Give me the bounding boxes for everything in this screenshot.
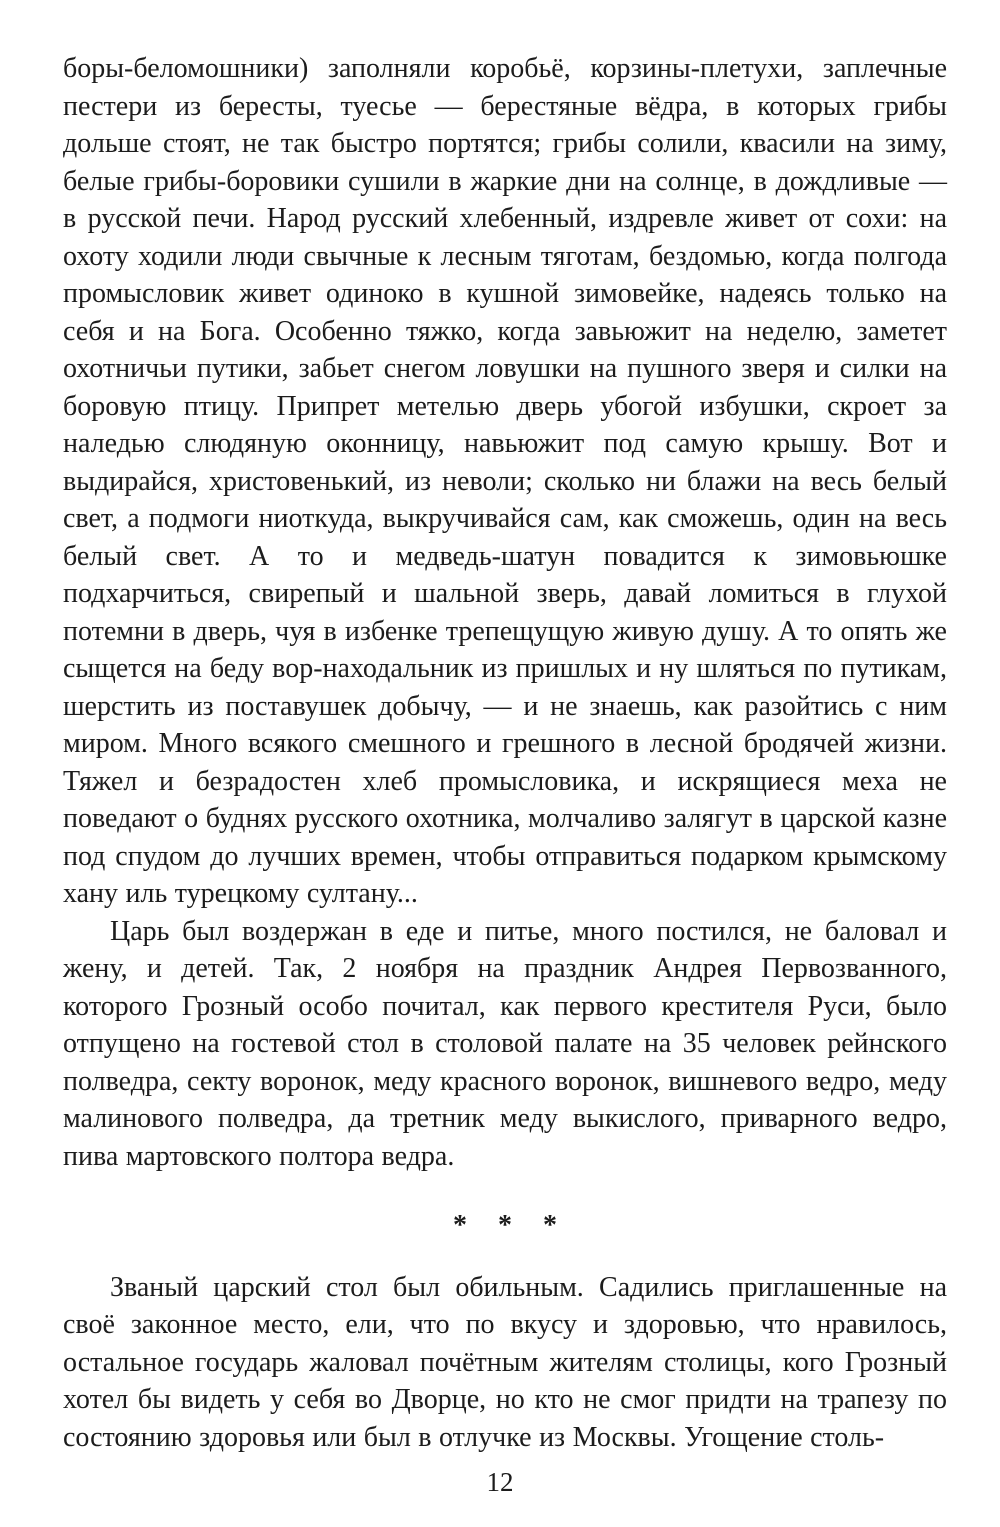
paragraph: Званый царский стол был обильным. Садились приглашенные на своё законное место, ели, что по вкусу и здоровью, что нравилось, остальное государь жаловал почётным жителям столицы, кого Грозный хотел бы видеть у себя во Дворце, но кто не смог придти на трапезу по состоянию здоровья или был в отлучке из Москвы. Угощение столь- <box>63 1271 947 1453</box>
paragraph: Царь был воздержан в еде и питье, много постился, не баловал и жену, и детей. Так, 2 ноября на праздник Андрея Первозванного, которого Грозный особо почитал, как первого крестителя Руси, было отпущено на гостевой стол в столовой палате на 35 человек рейнского полведра, секту воронок, меду красного воронок, вишневого ведро, меду малинового полведра, да третник меду выкислого, приварного ведро, пива мартовского полтора ведра. <box>63 915 947 1172</box>
page-number: 12 <box>486 1466 514 1497</box>
section-separator: * * * <box>453 1210 569 1241</box>
text-block <box>63 50 947 1456</box>
paragraph-continuation: боры-беломошники) заполняли коробьё, корзины-плетухи, заплечные пестери из бересты, туесье — берестяные вёдра, в которых грибы дольше стоят, не так быстро портятся; грибы солили, квасили на зиму, белые грибы-боровики сушили в жаркие дни на солнце, в дождливые — в русской печи. Народ русский хлебенный, издревле живет от сохи: на охоту ходили люди свычные к лесным тяготам, бездомью, когда полгода промысловик живет одиноко в кушной зимовейке, надеясь только на себя и на Бога. Особенно тяжко, когда завьюжит на неделю, заметет охотничьи путики, забьет снегом ловушки на пушного зверя и силки на боровую птицу. Припрет метелью дверь убогой избушки, скроет за наледью слюдяную оконницу, навьюжит под самую крышу. Вот и выдирайся, христовенький, из неволи; сколько ни блажи на весь белый свет, а подмоги ниоткуда, выкручивайся сам, как сможешь, один на весь белый свет. А то и медведь-шатун повадится к зимовьюшке подхарчиться, свирепый и шальной зверь, давай ломиться в глухой потемни в дверь, чуя в избенке трепещущую живую душу. А то опять же сыщется на беду вор-находальник из пришлых и ну шляться по путикам, шерстить из поставушек добычу, — и не знаешь, как разойтись с ним миром. Много всякого смешного и грешного в лесной бродячей жизни. Тяжел и безрадостен хлеб промысловика, и искрящиеся меха не поведают о буднях русского охотника, молчаливо залягут в царской казне под спудом до лучших времен, чтобы отправиться подарком крымскому хану иль турецкому султану... <box>63 53 947 909</box>
